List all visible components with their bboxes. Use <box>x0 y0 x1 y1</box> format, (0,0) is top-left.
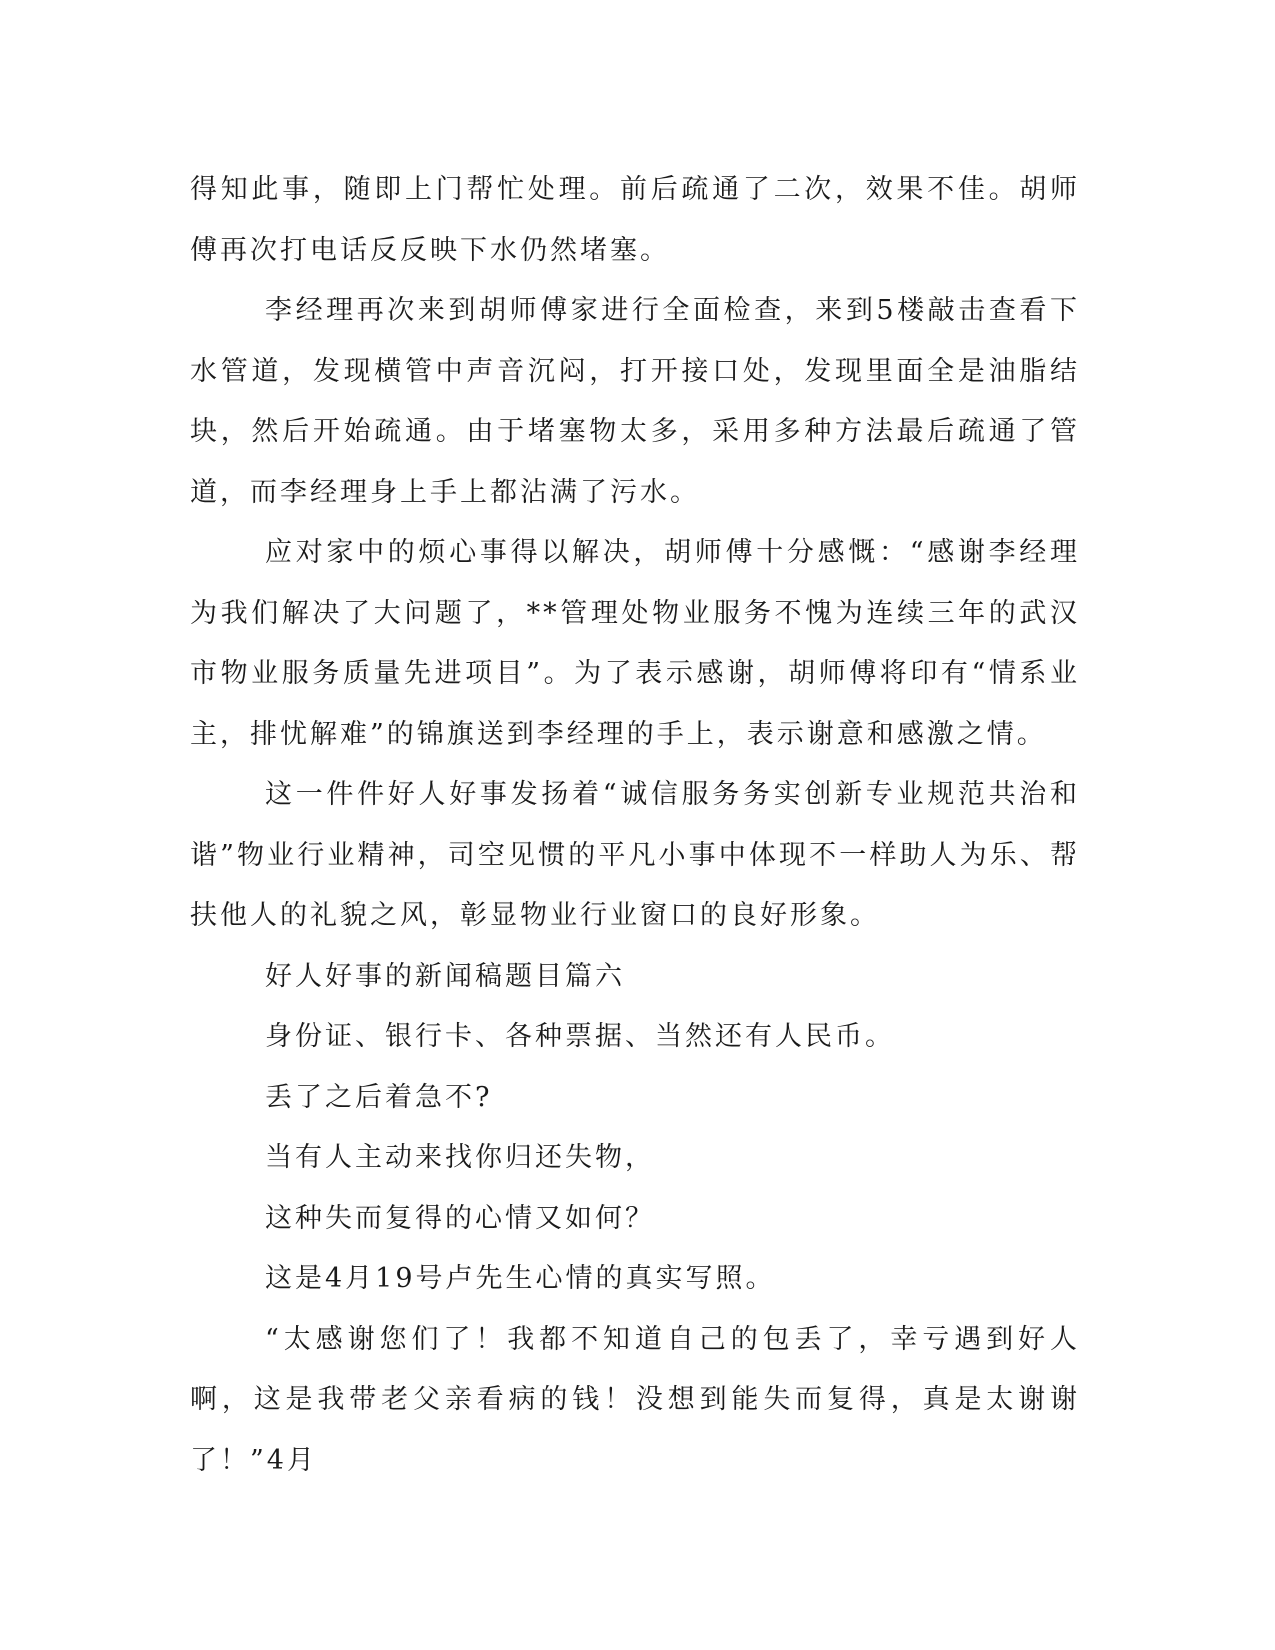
paragraph-11: “太感谢您们了！我都不知道自己的包丢了，幸亏遇到好人啊，这是我带老父亲看病的钱！没想到能失而复得，真是太谢谢了！”4月 <box>190 1323 1080 1476</box>
paragraph-4: 这一件件好人好事发扬着“诚信服务务实创新专业规范共治和谐”物业行业精神，司空见惯的平凡小事中体现不一样助人为乐、帮扶他人的礼貌之风，彰显物业行业窗口的良好形象。 <box>190 779 1080 931</box>
paragraph-10: 这是4月19号卢先生心情的真实写照。 <box>265 1263 776 1294</box>
paragraph-2: 李经理再次来到胡师傅家进行全面检查，来到5楼敲击查看下水管道，发现横管中声音沉闷，打开接口处，发现里面全是油脂结块，然后开始疏通。由于堵塞物太多，采用多种方法最后疏通了管道，而李经理身上手上都沾满了污水。 <box>190 295 1080 508</box>
paragraph-8: 当有人主动来找你归还失物， <box>265 1142 655 1173</box>
paragraph-1: 得知此事，随即上门帮忙处理。前后疏通了二次，效果不佳。胡师傅再次打电话反反映下水仍然堵塞。 <box>190 174 1080 266</box>
document-body <box>190 160 1080 1491</box>
paragraph-9: 这种失而复得的心情又如何？ <box>265 1202 655 1234</box>
paragraph-3: 应对家中的烦心事得以解决，胡师傅十分感慨：“感谢李经理为我们解决了大问题了，**管理处物业服务不愧为连续三年的武汉市物业服务质量先进项目”。为了表示感谢，胡师傅将印有“情系业主，排忧解难”的锦旗送到李经理的手上，表示谢意和感激之情。 <box>190 537 1080 750</box>
section-heading: 好人好事的新闻稿题目篇六 <box>265 960 625 992</box>
paragraph-7: 丢了之后着急不? <box>265 1081 493 1113</box>
paragraph-6: 身份证、银行卡、各种票据、当然还有人民币。 <box>265 1021 895 1052</box>
